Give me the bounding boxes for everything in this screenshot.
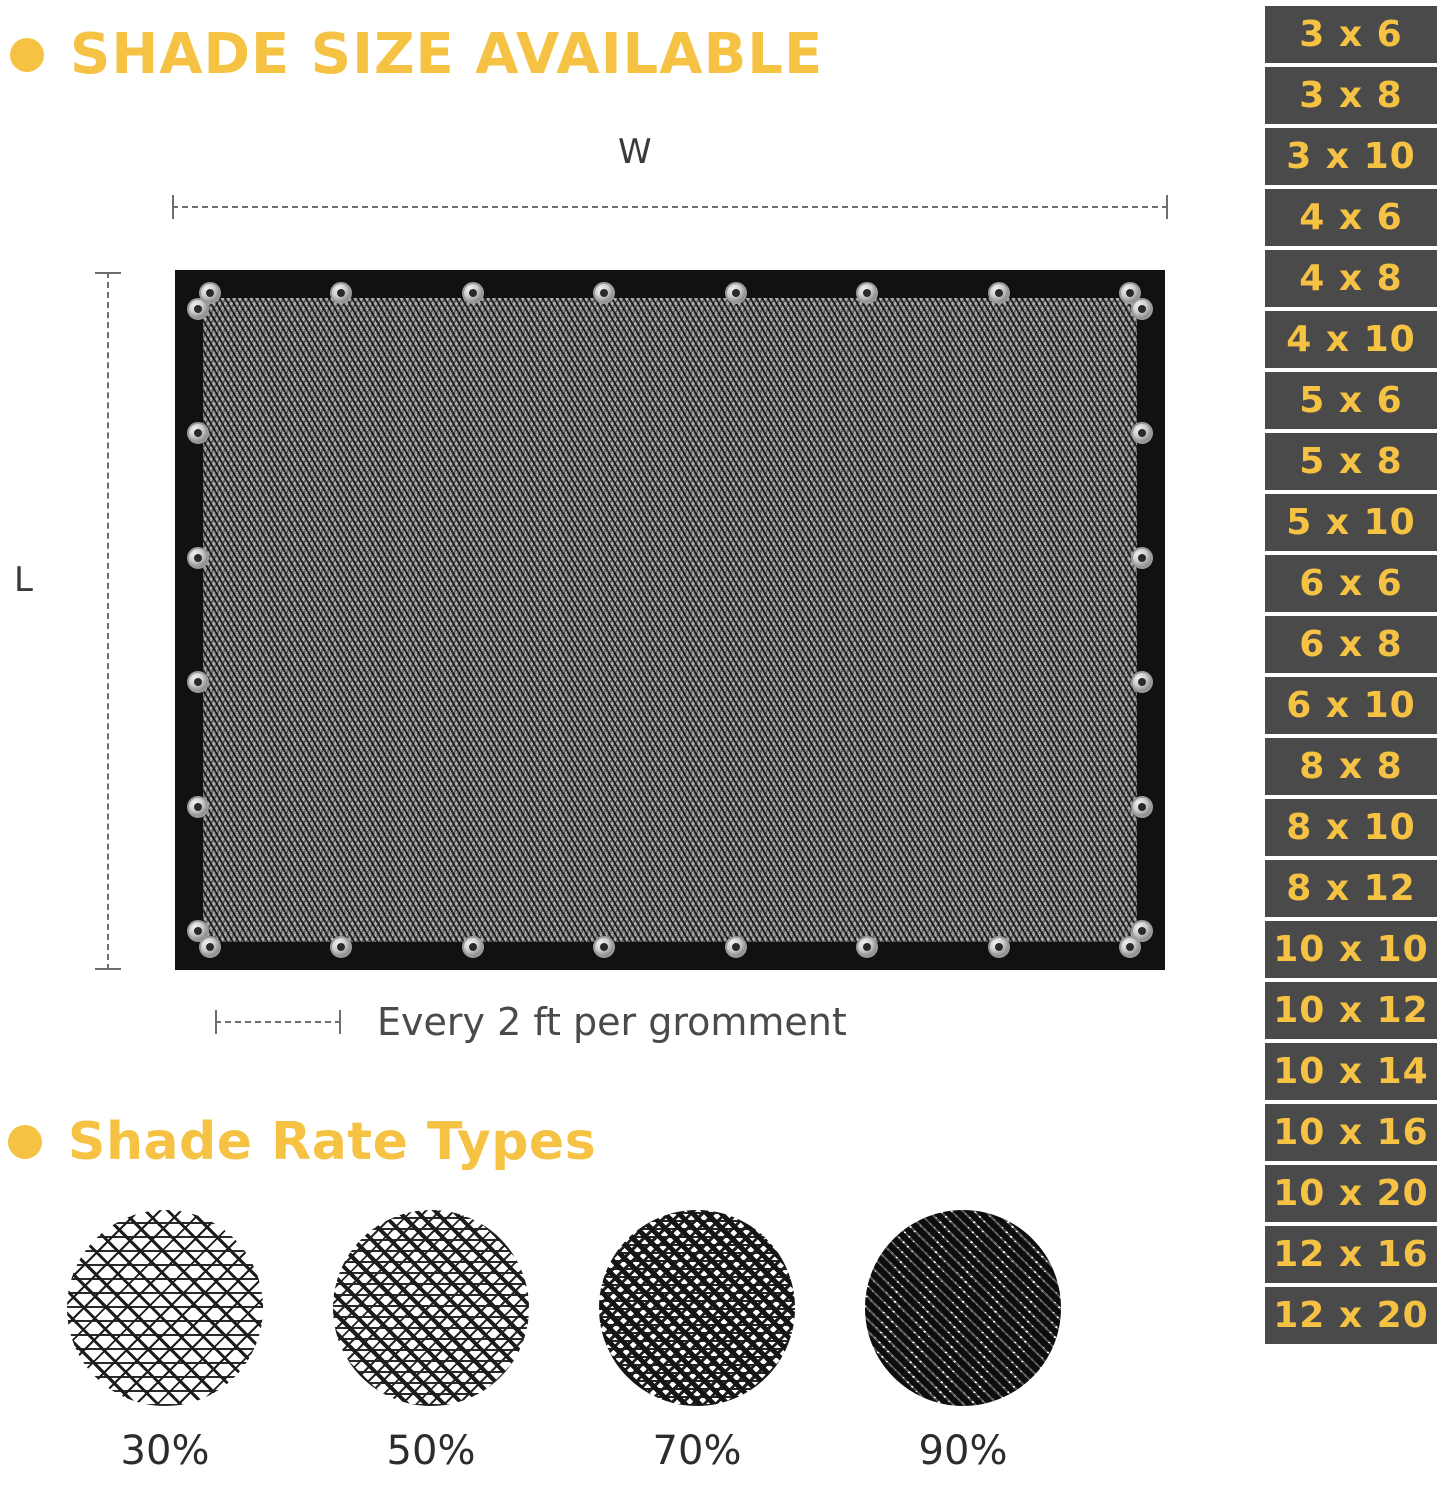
dimension-dashes xyxy=(172,206,1168,208)
grommet xyxy=(462,282,484,304)
grommet xyxy=(187,298,209,320)
mesh-swatch-50 xyxy=(333,1210,529,1406)
size-option[interactable]: 6 x 6 xyxy=(1265,555,1437,612)
shade-panel-diagram xyxy=(0,110,1260,1090)
grommet xyxy=(856,936,878,958)
dimension-dashes xyxy=(107,272,109,970)
bracket-dashes xyxy=(215,1021,341,1023)
mesh-fabric xyxy=(203,298,1137,942)
grommet xyxy=(988,282,1010,304)
bullet-icon xyxy=(10,38,44,72)
size-option[interactable]: 4 x 10 xyxy=(1265,311,1437,368)
grommet xyxy=(462,936,484,958)
size-option[interactable]: 6 x 8 xyxy=(1265,616,1437,673)
bullet-icon xyxy=(8,1125,42,1159)
section-title: SHADE SIZE AVAILABLE xyxy=(70,22,824,87)
grommet xyxy=(187,796,209,818)
size-option[interactable]: 3 x 6 xyxy=(1265,6,1437,63)
mesh-swatch-90 xyxy=(865,1210,1061,1406)
shade-rate-item xyxy=(326,1210,536,1480)
grommet xyxy=(593,936,615,958)
section-title: Shade Rate Types xyxy=(68,1112,597,1172)
shade-rate-item xyxy=(60,1210,270,1480)
shade-rate-item xyxy=(592,1210,802,1480)
size-option[interactable]: 4 x 6 xyxy=(1265,189,1437,246)
shade-rate-label: 50% xyxy=(386,1428,476,1474)
mesh-swatch-70 xyxy=(599,1210,795,1406)
size-option[interactable]: 12 x 16 xyxy=(1265,1226,1437,1283)
size-option[interactable]: 10 x 12 xyxy=(1265,982,1437,1039)
spacing-bracket xyxy=(215,1010,341,1034)
grommet-spacing-note xyxy=(215,1000,847,1044)
size-option[interactable]: 12 x 20 xyxy=(1265,1287,1437,1344)
length-dimension-line xyxy=(95,272,121,970)
shade-rate-label: 70% xyxy=(652,1428,742,1474)
grommet xyxy=(1131,671,1153,693)
grommet xyxy=(1131,796,1153,818)
mesh-swatch-30 xyxy=(67,1210,263,1406)
section-heading-shade-size xyxy=(10,22,823,87)
grommet xyxy=(1131,920,1153,942)
size-option[interactable]: 6 x 10 xyxy=(1265,677,1437,734)
grommet xyxy=(187,547,209,569)
dimension-cap-bottom xyxy=(95,968,121,970)
size-option[interactable]: 10 x 14 xyxy=(1265,1043,1437,1100)
size-option[interactable]: 8 x 8 xyxy=(1265,738,1437,795)
grommet xyxy=(187,920,209,942)
size-option[interactable]: 3 x 8 xyxy=(1265,67,1437,124)
size-option[interactable]: 10 x 16 xyxy=(1265,1104,1437,1161)
bracket-cap-right xyxy=(339,1010,341,1034)
grommet xyxy=(1131,547,1153,569)
size-option[interactable]: 4 x 8 xyxy=(1265,250,1437,307)
shade-cloth-panel xyxy=(175,270,1165,970)
grommet xyxy=(1131,298,1153,320)
grommet xyxy=(988,936,1010,958)
size-option[interactable]: 8 x 12 xyxy=(1265,860,1437,917)
size-option[interactable]: 5 x 6 xyxy=(1265,372,1437,429)
section-heading-shade-rate xyxy=(8,1112,596,1172)
size-option[interactable]: 10 x 10 xyxy=(1265,921,1437,978)
grommet xyxy=(725,936,747,958)
shade-rate-label: 30% xyxy=(120,1428,210,1474)
spacing-text: Every 2 ft per gromment xyxy=(377,1000,847,1044)
shade-rate-item xyxy=(858,1210,1068,1480)
size-option[interactable]: 10 x 20 xyxy=(1265,1165,1437,1222)
available-size-list xyxy=(1265,6,1437,1344)
dimension-cap-right xyxy=(1166,195,1168,219)
size-option[interactable]: 8 x 10 xyxy=(1265,799,1437,856)
grommet xyxy=(330,936,352,958)
grommet xyxy=(1131,422,1153,444)
width-dimension-line xyxy=(172,195,1168,219)
size-option[interactable]: 5 x 10 xyxy=(1265,494,1437,551)
size-option[interactable]: 5 x 8 xyxy=(1265,433,1437,490)
grommet xyxy=(725,282,747,304)
shade-rate-label: 90% xyxy=(918,1428,1008,1474)
length-dimension-label: L xyxy=(14,560,33,600)
grommet xyxy=(856,282,878,304)
shade-rate-list xyxy=(60,1210,1190,1480)
size-option[interactable]: 3 x 10 xyxy=(1265,128,1437,185)
width-dimension-label: W xyxy=(618,132,652,172)
